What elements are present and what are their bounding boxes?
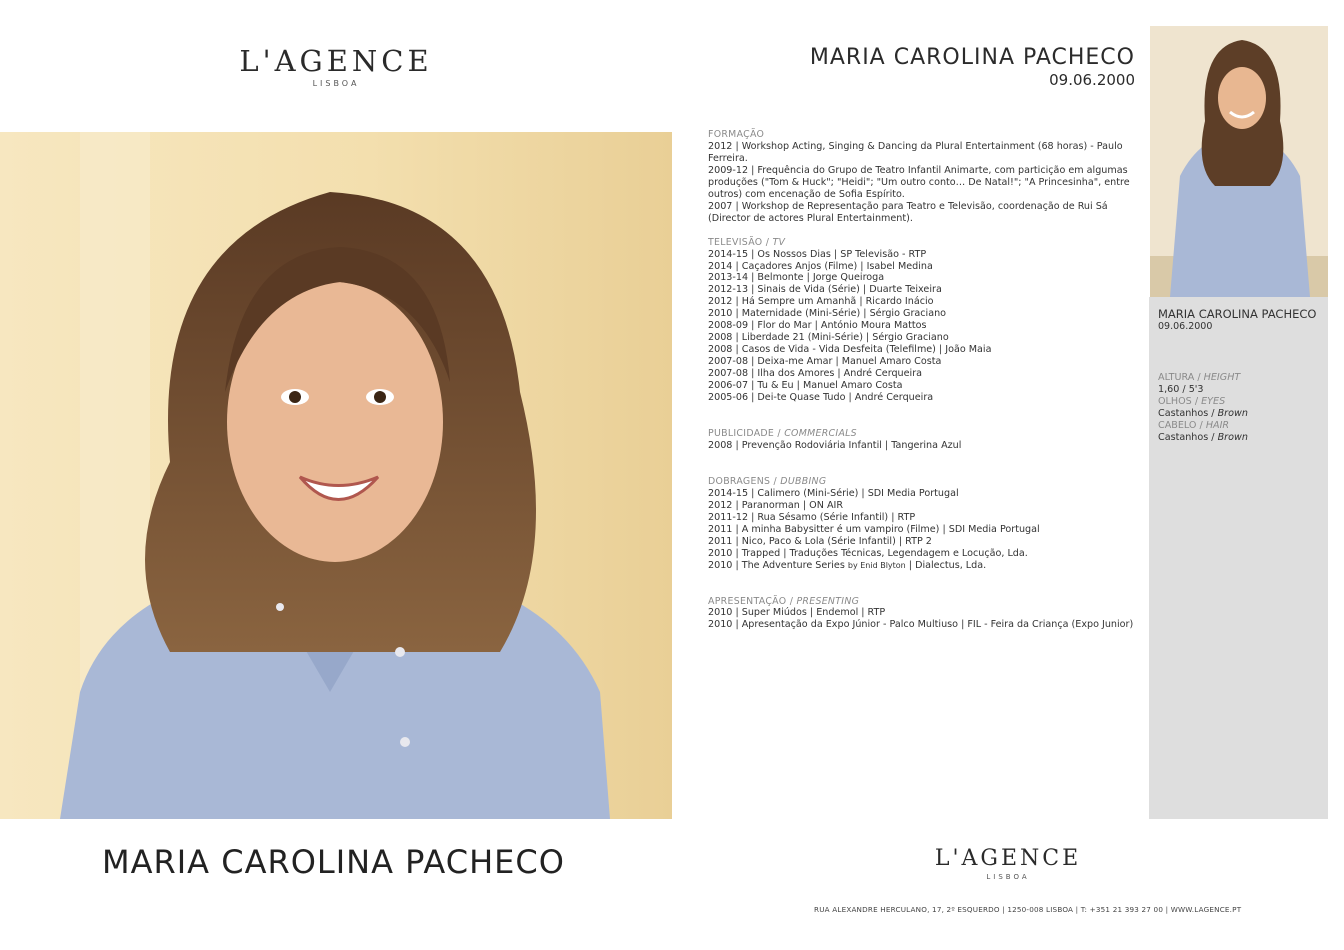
- cv-entry: 2011-12 | Rua Sésamo (Série Infantil) | RTP: [708, 511, 916, 523]
- section-televisao: [708, 237, 1140, 404]
- agency-logo-top: [236, 44, 436, 90]
- section-title: APRESENTAÇÃO / PRESENTING: [708, 595, 860, 607]
- cv-entry: 2011 | A minha Babysitter é um vampiro (Filme) | SDI Media Portugal: [708, 523, 1040, 535]
- cv-entry: 2010 | Apresentação da Expo Júnior - Palco Multiuso | FIL - Feira da Criança (Expo Junior): [708, 619, 1134, 631]
- header-dob: 09.06.2000: [1049, 71, 1135, 89]
- cv-entry: 2008 | Liberdade 21 (Mini-Série) | Sérgio Graciano: [708, 332, 949, 344]
- eyes-value: Castanhos / Brown: [1158, 408, 1248, 419]
- cv-entry: 2012 | Paranorman | ON AIR: [708, 499, 844, 511]
- cv-entry: 2012 | Workshop Acting, Singing & Dancing da Plural Entertainment (68 horas) - Paulo Ferreira.: [708, 140, 1123, 164]
- cv-entry: 2014-15 | Calimero (Mini-Série) | SDI Media Portugal: [708, 487, 959, 499]
- cv-entry: 2008 | Casos de Vida - Vida Desfeita (Telefilme) | João Maia: [708, 344, 992, 356]
- sidebar-name: MARIA CAROLINA PACHECO: [1158, 307, 1317, 321]
- cv-entry: 2012 | Há Sempre um Amanhã | Ricardo Inácio: [708, 296, 934, 308]
- footer-address: RUA ALEXANDRE HERCULANO, 17, 2º ESQUERDO | 1250-008 LISBOA | T: +351 21 393 27 00 | WWW.LAGENCE.PT: [814, 905, 1242, 914]
- cv-entry: 2007-08 | Ilha dos Amores | André Cerqueira: [708, 368, 923, 380]
- height-value: 1,60 / 5'3: [1158, 384, 1204, 395]
- logo-city: LISBOA: [312, 79, 360, 88]
- hair-value: Castanhos / Brown: [1158, 432, 1248, 443]
- cv-entry: 2009-12 | Frequência do Grupo de Teatro Infantil Animarte, com particição em algumas produções ("Tom & Huck"; "Heidi"; "Um outro conto… De Natal!"; "A Princesinha", entre outros) com encenação de Sofia Espírito.: [708, 164, 1130, 200]
- cv-entry: 2007-08 | Deixa-me Amar | Manuel Amaro Costa: [708, 356, 942, 368]
- cv-entry: 2008-09 | Flor do Mar | António Moura Mattos: [708, 320, 927, 332]
- cv-entry: 2010 | Super Miúdos | Endemol | RTP: [708, 607, 886, 619]
- cv-entry: 2010 | Maternidade (Mini-Série) | Sérgio Graciano: [708, 308, 947, 320]
- section-publicidade: [708, 428, 1140, 452]
- section-apresentacao: [708, 596, 1140, 632]
- main-portrait-photo: [0, 132, 672, 819]
- cv-entry: 2008 | Prevenção Rodoviária Infantil | Tangerina Azul: [708, 439, 962, 451]
- cv-entry: 2005-06 | Dei-te Quase Tudo | André Cerqueira: [708, 392, 934, 404]
- cv-column: [708, 129, 1140, 631]
- sidebar-dob: 09.06.2000: [1158, 321, 1213, 332]
- section-dobragens: [708, 476, 1140, 572]
- logo-wordmark: L'AGENCE: [934, 846, 1082, 871]
- section-title: PUBLICIDADE / COMMERCIALS: [708, 427, 857, 439]
- cv-entry: 2014-15 | Os Nossos Dias | SP Televisão - RTP: [708, 248, 927, 260]
- hair-label: CABELO / HAIR: [1158, 420, 1230, 431]
- section-title: FORMAÇÃO: [708, 129, 765, 140]
- measurements: [1158, 372, 1248, 444]
- cv-entry: 2012-13 | Sinais de Vida (Série) | Duarte Teixeira: [708, 284, 942, 296]
- section-title: DOBRAGENS / DUBBING: [708, 475, 827, 487]
- cv-entry: 2014 | Caçadores Anjos (Filme) | Isabel Medina: [708, 260, 933, 272]
- logo-city: LISBOA: [986, 873, 1030, 881]
- header-name: MARIA CAROLINA PACHECO: [809, 45, 1135, 70]
- cv-entry: 2013-14 | Belmonte | Jorge Queiroga: [708, 272, 885, 284]
- section-title: TELEVISÃO / TV: [708, 236, 786, 248]
- side-portrait-photo: [1150, 26, 1328, 297]
- bottom-name: MARIA CAROLINA PACHECO: [102, 843, 565, 881]
- logo-wordmark: L'AGENCE: [239, 44, 433, 78]
- eyes-label: OLHOS / EYES: [1158, 396, 1226, 407]
- cv-entry: 2011 | Nico, Paco & Lola (Série Infantil) | RTP 2: [708, 535, 932, 547]
- section-formacao: [708, 129, 1140, 225]
- cv-entry: 2007 | Workshop de Representação para Teatro e Televisão, coordenação de Rui Sá (Director de actores Plural Entertainment).: [708, 200, 1108, 224]
- cv-entry: 2006-07 | Tu & Eu | Manuel Amaro Costa: [708, 380, 903, 392]
- cv-entry: 2010 | The Adventure Series by Enid Blyton | Dialectus, Lda.: [708, 559, 987, 571]
- agency-logo-bottom: [926, 846, 1090, 882]
- cv-entry: 2010 | Trapped | Traduções Técnicas, Legendagem e Locução, Lda.: [708, 547, 1028, 559]
- height-label: ALTURA / HEIGHT: [1158, 372, 1241, 383]
